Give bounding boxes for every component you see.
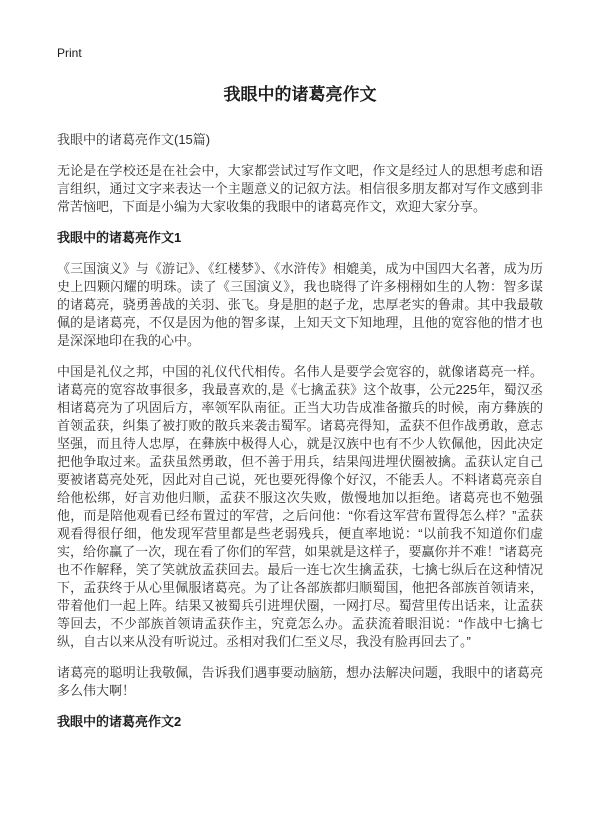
print-link[interactable]: Print [57,46,82,60]
essay-1-paragraph-3: 诸葛亮的聪明让我敬佩，告诉我们遇事要动脑筋，想办法解决问题，我眼中的诸葛亮多么伟大啊！ [57,665,543,698]
doc-subtitle: 我眼中的诸葛亮作文(15篇) [57,132,211,147]
intro-paragraph: 无论是在学校还是在社会中，大家都尝试过写作文吧，作文是经过人的思想考虑和语言组织，通过文字来表达一个主题意义的记叙方法。相信很多朋友都对写作文感到非常苦恼吧，下面是小编为大家收集的我眼中的诸葛亮作文，欢迎大家分享。 [57,163,543,214]
page-title: 我眼中的诸葛亮作文 [223,85,377,104]
essay-1-heading: 我眼中的诸葛亮作文1 [57,230,182,245]
essay-1-paragraph-2: 中国是礼仪之邦，中国的礼仪代代相传。名伟人是要学会宽容的，就像诸葛亮一样。诸葛亮的宽容故事很多，我最喜欢的,是《七擒孟获》这个故事，公元225年，蜀汉丞相诸葛亮为了巩固后方，率领军队南征。正当大功告成准备撤兵的时候，南方彝族的首领孟获，纠集了被打败的散兵来袭击蜀军。诸葛亮得知，孟获不但作战勇敢，意志坚强，而且待人忠厚，在彝族中极得人心，就是汉族中也有不少人钦佩他，因此决定把他争取过来。孟获虽然勇敢，但不善于用兵，结果闯进埋伏圈被擒。孟获认定自己要被诸葛亮处死，因此对自己说，死也要死得像个好汉，不能丢人。不料诸葛亮亲自给他松绑，好言劝他归顺，孟获不服这次失败，傲慢地加以拒绝。诸葛亮也不勉强他，而是陪他观看已经布置过的军营，之后问他：“你看这军营布置得怎么样？”孟获观看得很仔细，他发现军营里都是些老弱残兵，便直率地说：“以前我不知道你们虚实，给你赢了一次，现在看了你们的军营，如果就是这样子，要赢你并不难！”诸葛亮也不作解释，笑了笑就放孟获回去。最后一连七次生擒孟获，七擒七纵后在这种情况下，孟获终于从心里佩服诸葛亮。为了让各部族都归顺蜀国，他把各部族首领请来，带着他们一起上阵。结果又被蜀兵引进埋伏圈，一网打尽。蜀营里传出话来，让孟获等回去，不少部族首领请孟获作主，究竟怎么办。孟获流着眼泪说：“作战中七擒七纵，自古以来从没有听说过。丞相对我们仁至义尽，我没有脸再回去了。” [57,364,543,649]
essay-1-paragraph-1: 《三国演义》与《游记》、《红楼梦》、《水浒传》相媲美，成为中国四大名著，成为历史上四颗闪耀的明珠。读了《三国演义》，我也晓得了许多栩栩如生的人物：智多谋的诸葛亮，骁勇善战的关羽、张飞。身是胆的赵子龙，忠厚老实的鲁肃。其中我最敬佩的是诸葛亮，不仅是因为他的智多谋，上知天文下知地理，且他的宽容他的惜才也是深深地印在我的心中。 [57,261,543,348]
essay-2-heading: 我眼中的诸葛亮作文2 [57,714,182,729]
